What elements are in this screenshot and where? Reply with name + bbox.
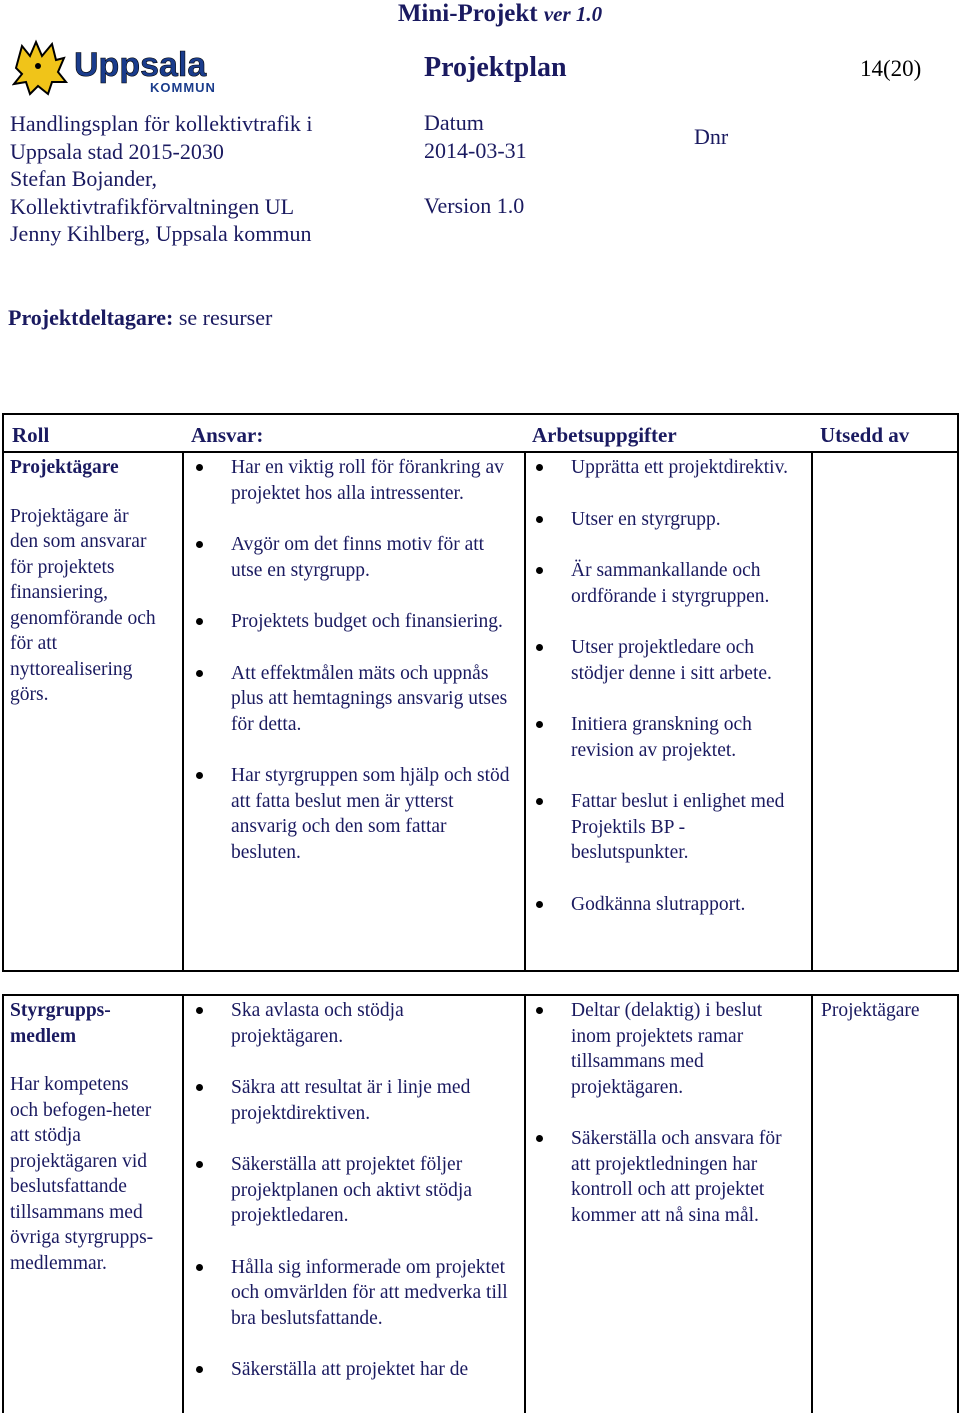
- column-divider: [811, 451, 813, 970]
- column-header-ansvar: Ansvar:: [191, 423, 264, 447]
- list-item: Godkänna slutrapport.: [533, 892, 805, 918]
- list-item: Fattar beslut i enlighet med Projektils BP - beslutspunkter.: [533, 789, 805, 866]
- role-description: Projektägare är den som ansvarar för projektets finansiering, genomförande och för att nyttorealisering görs.: [10, 505, 156, 705]
- column-divider: [524, 451, 526, 970]
- list-item: Säkerställa att projektet följer projektplanen och aktivt stödja projektledaren.: [193, 1152, 519, 1229]
- list-item: Att effektmålen mäts och uppnås plus att hemtagnings ansvarig utses för detta.: [193, 661, 519, 738]
- row-divider: [2, 994, 959, 996]
- participants-value: se resurser: [173, 305, 273, 330]
- participants-label: Projektdeltagare:: [8, 305, 174, 330]
- list-item: Är sammankallande och ordförande i styrgruppen.: [533, 558, 805, 609]
- list-item: Upprätta ett projektdirektiv.: [533, 455, 805, 481]
- column-header-roll: Roll: [12, 423, 50, 447]
- title-main: Mini-Projekt: [397, 0, 544, 27]
- list-item: Hålla sig informerade om projektet och omvärlden för att medverka till bra beslutsfattande.: [193, 1255, 519, 1332]
- version-label: Version 1.0: [424, 193, 525, 218]
- role-description: Har kompetens och befogen-heter att stödja projektägaren vid beslutsfattande tillsammans med övriga styrgrupps- medlemmar.: [10, 1074, 154, 1274]
- list-item: Har en viktig roll för förankring av projektet hos alla intressenter.: [193, 455, 519, 506]
- column-divider: [182, 451, 184, 970]
- author-line: Jenny Kihlberg, Uppsala kommun: [10, 221, 312, 246]
- table-row-styrgruppsmedlem-role: [10, 998, 178, 1276]
- list-item: Utser en styrgrupp.: [533, 507, 805, 533]
- role-title: Projektägare: [10, 457, 119, 478]
- list-item: Avgör om det finns motiv för att utse en styrgrupp.: [193, 532, 519, 583]
- page-number: 14(20): [860, 56, 922, 81]
- author-line: Kollektivtrafikförvaltningen UL: [10, 193, 295, 219]
- column-divider: [811, 994, 813, 1413]
- document-title: [0, 0, 960, 28]
- column-divider: [182, 994, 184, 1413]
- table-border-left: [2, 413, 4, 970]
- author-line: Handlingsplan för kollektivtrafik i: [10, 111, 313, 136]
- list-item: Deltar (delaktig) i beslut inom projektets ramar tillsammans med projektägaren.: [533, 998, 805, 1100]
- appointed-by: Projektägare: [821, 1000, 920, 1021]
- table-row-projektagare-role: [10, 455, 178, 708]
- author-line: Stefan Bojander,: [10, 166, 157, 191]
- svg-text:Uppsala: Uppsala: [74, 46, 207, 84]
- table-row-styrgruppsmedlem-responsibilities: [193, 998, 519, 1409]
- participants-line: [8, 305, 272, 331]
- date-value: 2014-03-31: [424, 138, 527, 163]
- list-item: Projektets budget och finansiering.: [193, 609, 519, 635]
- document-type: Projektplan: [424, 52, 567, 83]
- list-item: Har styrgruppen som hjälp och stöd att fatta beslut men är ytterst ansvarig och den som fattar besluten.: [193, 763, 519, 865]
- column-header-arbetsuppgifter: Arbetsuppgifter: [532, 423, 677, 447]
- list-item: Initiera granskning och revision av projektet.: [533, 712, 805, 763]
- uppsala-lion-logo: [12, 38, 232, 98]
- author-line: Uppsala stad 2015-2030: [10, 138, 224, 164]
- table-row-projektagare-tasks: [533, 455, 805, 943]
- date-label: Datum: [424, 110, 484, 135]
- table-border-top: [2, 413, 959, 415]
- column-header-utsedd-av: Utsedd av: [820, 423, 910, 447]
- dnr-label: Dnr: [694, 124, 729, 149]
- list-item: Säkra att resultat är i linje med projektdirektiven.: [193, 1075, 519, 1126]
- list-item: Utser projektledare och stödjer denne i sitt arbete.: [533, 635, 805, 686]
- table-header-divider: [2, 451, 959, 453]
- table-border-left: [2, 994, 4, 1413]
- row-divider: [2, 970, 959, 972]
- list-item: Säkerställa och ansvara för att projektledningen har kontroll och att projektet kommer att nå sina mål.: [533, 1126, 805, 1228]
- lion-icon: [14, 42, 66, 94]
- table-border-right: [957, 413, 959, 970]
- table-border-right: [957, 994, 959, 1413]
- svg-text:KOMMUN: KOMMUN: [150, 80, 216, 95]
- list-item: Ska avlasta och stödja projektägaren.: [193, 998, 519, 1049]
- role-title: Styrgrupps-medlem: [10, 1000, 111, 1047]
- table-row-styrgruppsmedlem-tasks: [533, 998, 805, 1254]
- column-divider: [524, 994, 526, 1413]
- table-row-projektagare-responsibilities: [193, 455, 519, 891]
- title-version: ver 1.0: [543, 2, 603, 26]
- author-block: [10, 110, 312, 248]
- list-item: Säkerställa att projektet har de: [193, 1357, 519, 1383]
